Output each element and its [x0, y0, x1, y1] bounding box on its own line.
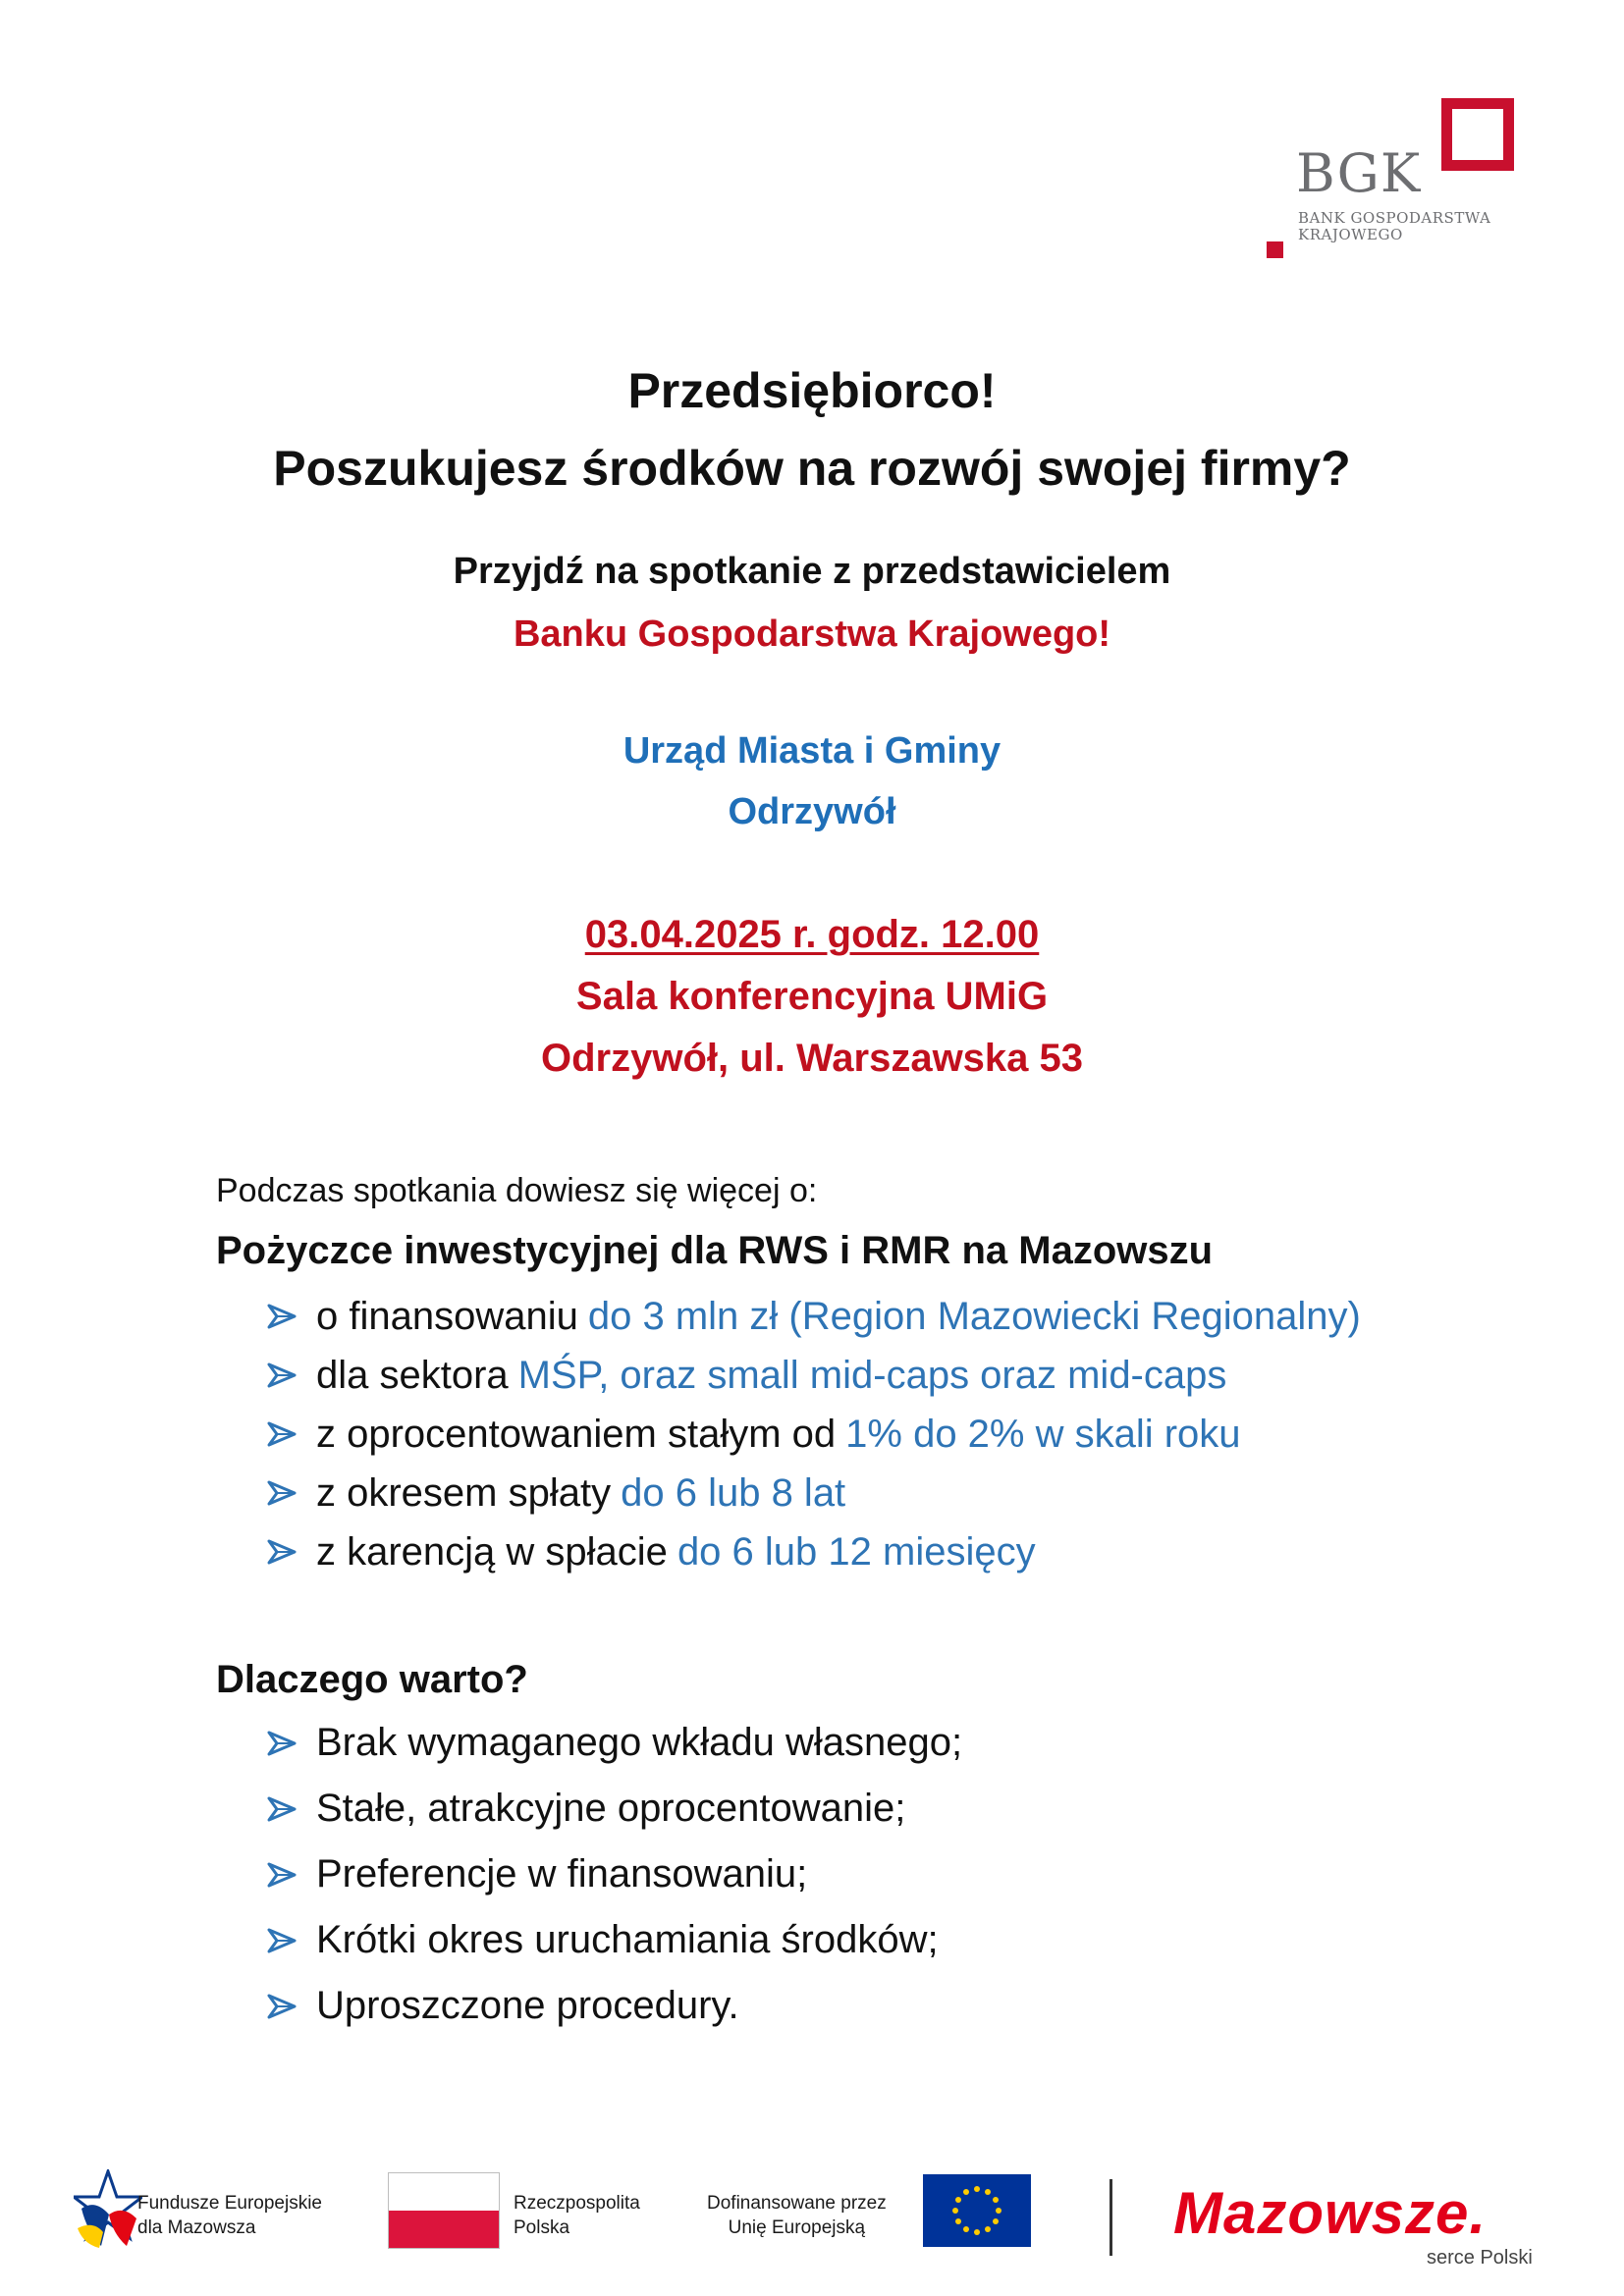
- arrow-bullet-icon: [265, 1924, 298, 1957]
- list-item-highlight: 1% do 2% w skali roku: [845, 1412, 1241, 1456]
- event-room: Sala konferencyjna UMiG: [575, 975, 1049, 1018]
- arrow-bullet-icon: [265, 1535, 298, 1569]
- fundusze-europejskie-star-icon: [74, 2169, 142, 2248]
- eu-flag-icon: [923, 2174, 1031, 2247]
- arrow-bullet-icon: [265, 1359, 298, 1392]
- arrow-bullet-icon: [265, 1417, 298, 1451]
- eu-cofinancing-line1: Dofinansowane przez: [707, 2193, 887, 2214]
- bgk-logo-line2: KRAJOWEGO: [1298, 225, 1403, 243]
- mazowsze-tagline: serce Polski: [1427, 2247, 1533, 2269]
- invite-line1: Przyjdź na spotkanie z przedstawicielem: [453, 551, 1171, 592]
- polish-flag-icon: [388, 2172, 500, 2249]
- bgk-logo: [1267, 94, 1542, 261]
- bgk-logo-subtitle: [1298, 210, 1490, 242]
- details-list: [265, 1287, 1361, 1581]
- list-item-text: Krótki okres uruchamiania środków;: [316, 1918, 939, 1961]
- list-item-text: z oprocentowaniem stałym od: [316, 1412, 837, 1456]
- arrow-bullet-icon: [265, 1727, 298, 1760]
- list-item-text: Stałe, atrakcyjne oprocentowanie;: [316, 1787, 906, 1830]
- headline-line2: Poszukujesz środków na rozwój swojej firmy?: [273, 441, 1351, 496]
- event-datetime: [0, 915, 1624, 954]
- why-list: [265, 1710, 962, 2039]
- list-item: [265, 1464, 1361, 1522]
- arrow-bullet-icon: [265, 1858, 298, 1892]
- headline-line1: Przedsiębiorco!: [627, 363, 997, 418]
- footer-divider: [1110, 2179, 1112, 2256]
- list-item: [265, 1973, 962, 2039]
- rzeczpospolita-label: [514, 2192, 640, 2240]
- eu-cofinancing-line2: Unię Europejską: [728, 2216, 866, 2238]
- bgk-logo-letters: BGK: [1296, 142, 1422, 204]
- bgk-logo-square: [1441, 98, 1514, 171]
- arrow-bullet-icon: [265, 1990, 298, 2023]
- bgk-logo-small-square: [1267, 241, 1283, 258]
- venue-line2: Odrzywół: [728, 791, 896, 832]
- list-item-text: Preferencje w finansowaniu;: [316, 1852, 808, 1896]
- why-title: Dlaczego warto?: [216, 1658, 528, 1701]
- list-item: [265, 1287, 1361, 1346]
- list-item: [265, 1907, 962, 1973]
- rzeczpospolita-line2: Polska: [514, 2216, 570, 2238]
- fundusze-europejskie-label: [137, 2192, 322, 2240]
- list-item: [265, 1346, 1361, 1405]
- list-item: [265, 1522, 1361, 1581]
- list-item-highlight: MŚP, oraz small mid-caps oraz mid-caps: [517, 1353, 1227, 1397]
- list-item-text: Brak wymaganego wkładu własnego;: [316, 1721, 963, 1764]
- event-datetime-text: 03.04.2025 r. godz. 12.00: [584, 913, 1040, 956]
- arrow-bullet-icon: [265, 1300, 298, 1333]
- list-item: [265, 1405, 1361, 1464]
- bgk-logo-line1: BANK GOSPODARSTWA: [1298, 209, 1491, 227]
- eu-cofinancing-label: [707, 2192, 887, 2240]
- fundusze-europejskie-line1: Fundusze Europejskie: [137, 2193, 322, 2214]
- list-item-text: Uproszczone procedury.: [316, 1984, 739, 2027]
- details-intro: Podczas spotkania dowiesz się więcej o:: [216, 1172, 818, 1209]
- arrow-bullet-icon: [265, 1476, 298, 1510]
- invite-line2: Banku Gospodarstwa Krajowego!: [513, 614, 1111, 655]
- fundusze-europejskie-line2: dla Mazowsza: [137, 2216, 256, 2238]
- list-item: [265, 1710, 962, 1776]
- venue-line1: Urząd Miasta i Gminy: [623, 730, 1001, 772]
- list-item-text: z karencją w spłacie: [316, 1529, 668, 1574]
- list-item-highlight: do 6 lub 12 miesięcy: [677, 1529, 1036, 1574]
- arrow-bullet-icon: [265, 1792, 298, 1826]
- rzeczpospolita-line1: Rzeczpospolita: [514, 2193, 640, 2214]
- list-item: [265, 1842, 962, 1907]
- list-item-text: z okresem spłaty: [316, 1470, 612, 1515]
- mazowsze-logo: Mazowsze.: [1173, 2180, 1488, 2246]
- list-item-text: o finansowaniu: [316, 1294, 578, 1338]
- list-item-highlight: do 3 mln zł (Region Mazowiecki Regionalny): [587, 1294, 1361, 1338]
- footer-logos: [59, 2145, 1571, 2272]
- details-title: Pożyczce inwestycyjnej dla RWS i RMR na Mazowszu: [216, 1229, 1214, 1272]
- list-item: [265, 1776, 962, 1842]
- list-item-text: dla sektora: [316, 1353, 509, 1397]
- list-item-highlight: do 6 lub 8 lat: [621, 1470, 846, 1515]
- event-address: Odrzywół, ul. Warszawska 53: [540, 1037, 1084, 1080]
